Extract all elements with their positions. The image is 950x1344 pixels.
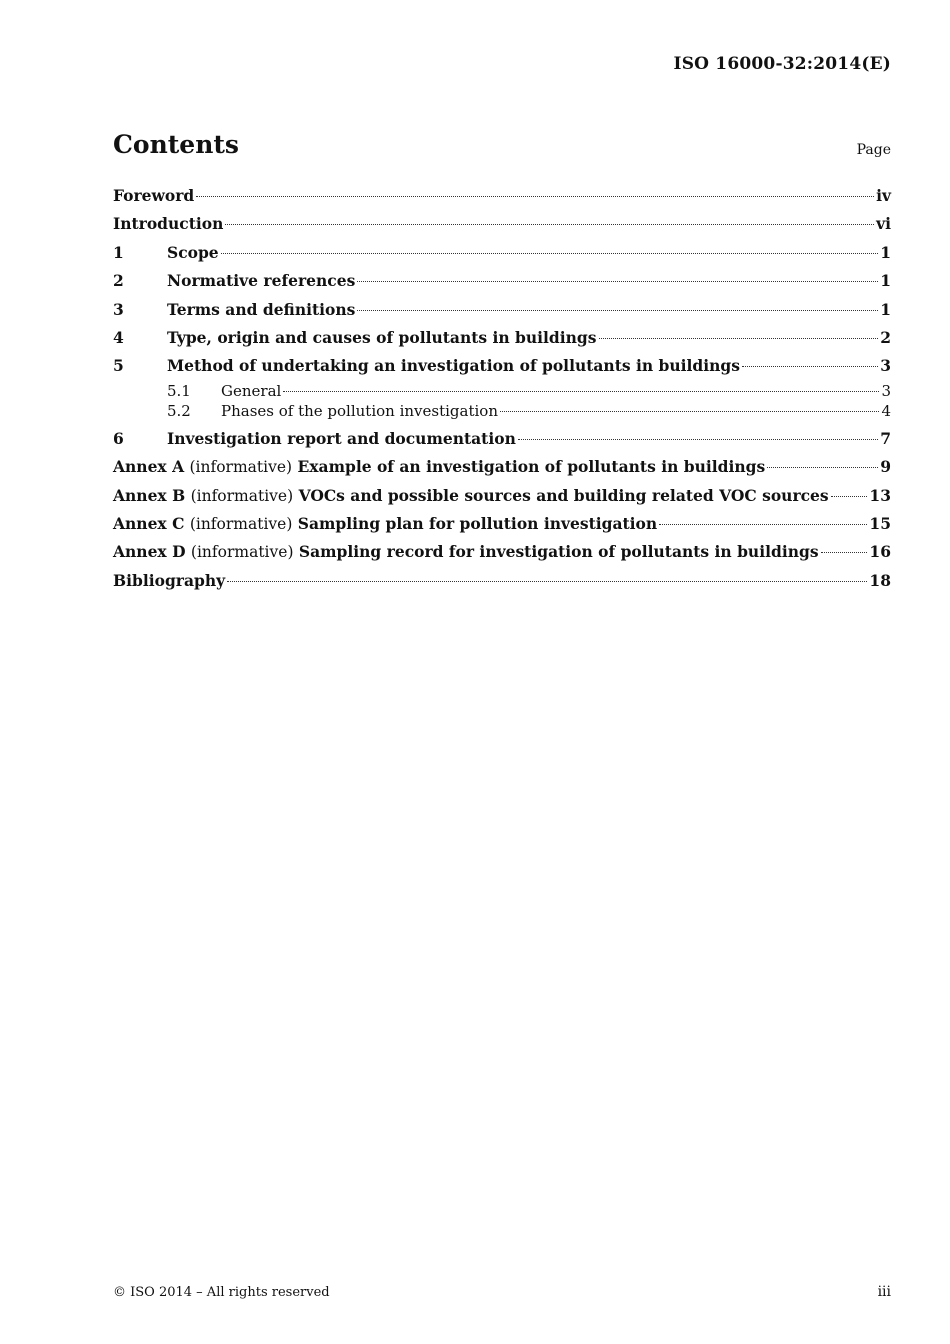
toc-entry-clause-5[interactable] (113, 352, 891, 380)
dot-leader (221, 253, 879, 254)
annex-kind: (informative) (189, 458, 293, 477)
annex-code: Annex A (113, 457, 185, 477)
toc-entry-page: 9 (880, 457, 891, 477)
toc-entry-number: 5.1 (167, 381, 191, 400)
toc-entry-annex-b[interactable] (113, 482, 891, 510)
toc-entry-page: 4 (881, 401, 891, 420)
toc-entry-title: Scope (167, 242, 219, 262)
dot-leader (599, 338, 879, 339)
toc-entry-title: Foreword (113, 186, 195, 205)
annex-kind: (informative) (190, 543, 294, 562)
toc-entry-page: 16 (869, 542, 891, 562)
toc-entry-title: Normative references (167, 271, 356, 291)
toc-entry-page: iv (876, 186, 891, 205)
dot-leader (196, 196, 874, 197)
annex-code: Annex B (113, 485, 186, 505)
toc-entry-page: 1 (880, 242, 891, 262)
toc-entry-title (113, 510, 657, 538)
toc-entry-page: 15 (869, 513, 891, 533)
toc-entry-title: Bibliography (113, 570, 226, 590)
dot-leader (357, 310, 878, 311)
toc-entry-clause-4[interactable] (113, 324, 891, 352)
dot-leader (831, 496, 868, 497)
toc-entry-subclause-5-2[interactable] (113, 401, 891, 421)
toc-entry-clause-2[interactable] (113, 267, 891, 295)
toc-entry-number: 5 (113, 356, 124, 376)
annex-code: Annex D (113, 542, 186, 562)
toc-entry-clause-6[interactable] (113, 425, 891, 453)
dot-leader (225, 224, 874, 225)
toc-entry-number: 1 (113, 242, 124, 262)
toc-entry-page: 13 (869, 485, 891, 505)
table-of-contents (113, 182, 891, 595)
toc-entry-page: 3 (880, 356, 891, 376)
toc-entry-page: vi (876, 214, 891, 234)
toc-entry-number: 4 (113, 327, 124, 347)
toc-entry-subclause-5-1[interactable] (113, 381, 891, 401)
toc-entry-page: 7 (880, 428, 891, 448)
annex-kind: (informative) (190, 486, 294, 505)
dot-leader (821, 552, 868, 553)
dot-leader (500, 411, 879, 412)
dot-leader (283, 391, 879, 392)
toc-entry-number: 6 (113, 428, 124, 448)
toc-entry-title: Terms and definitions (167, 299, 356, 319)
toc-entry-title (113, 482, 829, 510)
annex-title: Example of an investigation of pollutants in buildings (297, 457, 766, 477)
toc-entry-title: Method of undertaking an investigation of pollutants in buildings (167, 356, 740, 376)
toc-entry-number: 2 (113, 271, 124, 291)
toc-entry-title: Investigation report and documentation (167, 428, 516, 448)
toc-entry-annex-a[interactable] (113, 453, 891, 481)
toc-entry-annex-c[interactable] (113, 510, 891, 538)
dot-leader (659, 524, 867, 525)
contents-title: Contents (113, 130, 240, 159)
toc-entry-title: Type, origin and causes of pollutants in buildings (167, 327, 597, 347)
dot-leader (518, 439, 878, 440)
annex-title: Sampling plan for pollution investigation (297, 513, 658, 533)
toc-entry-page: 2 (880, 327, 891, 347)
page-column-label: Page (856, 142, 891, 158)
toc-entry-introduction[interactable] (113, 210, 891, 238)
toc-entry-number: 3 (113, 299, 124, 319)
dot-leader (767, 467, 878, 468)
toc-entry-foreword[interactable] (113, 182, 891, 210)
toc-entry-title: Phases of the pollution investigation (221, 401, 498, 420)
annex-title: Sampling record for investigation of pollutants in buildings (298, 542, 819, 562)
toc-entry-annex-d[interactable] (113, 538, 891, 566)
dot-leader (357, 281, 878, 282)
toc-entry-title: General (221, 381, 282, 400)
toc-entry-page: 3 (881, 381, 891, 400)
dot-leader (742, 366, 878, 367)
toc-entry-title (113, 538, 819, 566)
toc-entry-bibliography[interactable] (113, 567, 891, 595)
toc-entry-page: 18 (869, 570, 891, 590)
toc-entry-page: 1 (880, 271, 891, 291)
toc-entry-clause-3[interactable] (113, 296, 891, 324)
toc-entry-number: 5.2 (167, 401, 191, 420)
toc-entry-title: Introduction (113, 214, 224, 234)
annex-kind: (informative) (189, 514, 293, 533)
toc-entry-page: 1 (880, 299, 891, 319)
footer-page-number: iii (877, 1284, 891, 1300)
toc-entry-clause-1[interactable] (113, 239, 891, 267)
dot-leader (227, 581, 867, 582)
footer-copyright: © ISO 2014 – All rights reserved (113, 1285, 330, 1300)
toc-entry-title (113, 453, 765, 481)
annex-code: Annex C (113, 513, 185, 533)
document-id: ISO 16000-32:2014(E) (673, 54, 891, 74)
annex-title: VOCs and possible sources and building related VOC sources (298, 485, 829, 505)
